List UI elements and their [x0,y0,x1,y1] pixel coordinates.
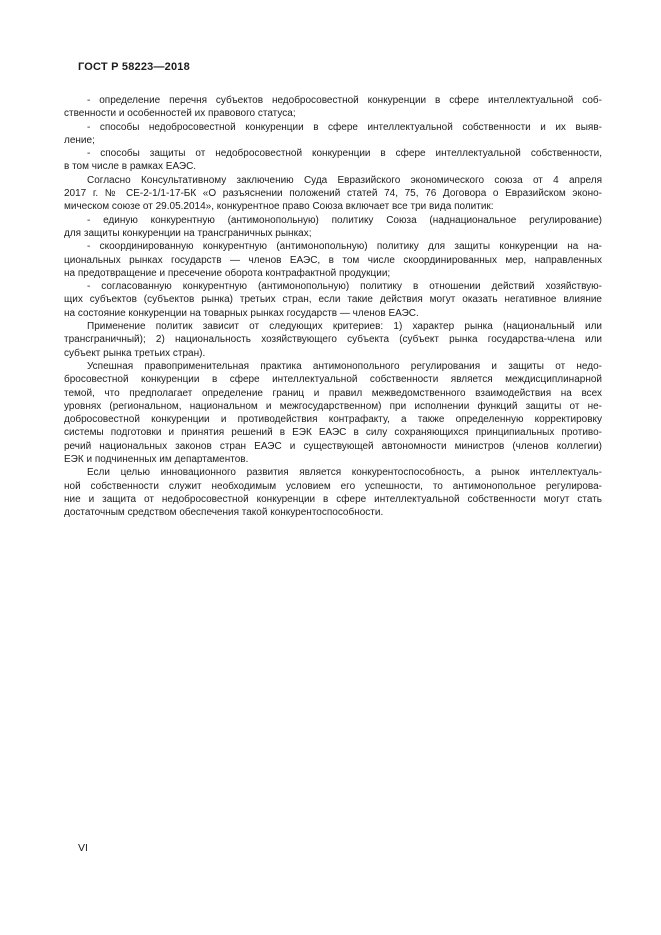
text-line: Согласно Консультативному заключению Суда Евразийского экономического союза от 4 апреля [87,174,602,186]
text-line: в том числе в рамках ЕАЭС. [64,161,197,173]
text-line: добросовестной конкуренции и противодействия контрафакту, а также определенную корректировку [64,414,602,426]
paragraph [64,94,602,121]
text-line: 2017 г. № СЕ-2-1/1-17-БК «О разъяснении положений статей 74, 75, 76 Договора о Евразийском эконо- [64,188,602,200]
text-line: Успешная правоприменительная практика антимонопольного регулирования и защиты от недо- [87,360,602,372]
text-line: ственности и особенностей их правового статуса; [64,108,296,120]
paragraph [64,280,602,320]
text-line: мическом союзе от 29.05.2014», конкурентное право Союза включает все три вида политик: [64,201,494,213]
text-line: трансграничный); 2) национальность хозяйствующего субъекта (субъект рынка государства-члена или [64,334,602,346]
text-line: на состояние конкуренции на товарных рынках государств — членов ЕАЭС. [64,307,419,319]
text-line: для защиты конкуренции на трансграничных рынках; [64,227,312,239]
doc-number-header: ГОСТ Р 58223—2018 [78,61,190,73]
document-body [64,94,602,520]
paragraph [64,147,602,174]
paragraph [64,466,602,519]
text-line: ной собственности служит необходимым условием его успешности, то антимонопольное регулирова- [64,480,602,492]
paragraph [64,174,602,214]
paragraph [64,121,602,148]
text-line: - согласованную конкурентную (антимонопольную) политику в отношении действий хозяйствую- [87,281,602,293]
text-line: - способы защиты от недобросовестной конкуренции в сфере интеллектуальной собственности, [87,148,602,160]
text-line: - скоординированную конкурентную (антимонопольную) политику для защиты конкуренции на на- [87,241,602,253]
text-line: речий национальных законов стран ЕАЭС и существующей автономности министров (членов коллегии) [64,440,602,452]
text-line: Если целью инновационного развития является конкурентоспособность, а рынок интеллектуаль- [87,467,602,479]
text-line: на предотвращение и пресечение оборота контрафактной продукции; [64,267,391,279]
text-line: достаточным средством обеспечения такой конкурентоспособности. [64,507,384,519]
text-line: бросовестной конкуренции в сфере интеллектуальной собственности является междисциплинарной [64,374,602,386]
paragraph [64,320,602,360]
text-line: ние и защита от недобросовестной конкуренции в сфере интеллектуальной собственности могут стать [64,493,602,505]
paragraph [64,360,602,466]
text-line: - определение перечня субъектов недобросовестной конкуренции в сфере интеллектуальной соб- [87,95,602,106]
paragraph [64,240,602,280]
text-line: - единую конкурентную (антимонопольную) политику Союза (наднациональное регулирование) [87,214,602,226]
text-line: темой, что предполагает определение границ и правил межведомственного взаимодействия на всех [64,387,602,399]
text-line: - способы недобросовестной конкуренции в сфере интеллектуальной собственности и их выяв- [87,121,602,133]
text-line: Применение политик зависит от следующих критериев: 1) характер рынка (национальный или [87,321,602,333]
text-line: ЕЭК и подчиненных им департаментов. [64,454,249,466]
paragraph [64,214,602,241]
text-line: ление; [64,134,95,146]
text-line: циональных рынках государств — членов ЕАЭС, в том числе скоординированных мер, направленных [64,254,602,266]
text-line: уровнях (региональном, национальном и межгосударственном) при исполнении функций защиты от не- [64,400,602,412]
text-line: щих субъектов (субъектов рынка) третьих стран, если такие действия могут оказать негативное влияние [64,294,602,306]
text-line: субъект рынка третьих стран). [64,347,206,359]
page-number: VI [78,842,88,854]
text-line: системы подготовки и принятия решений в ЕЭК ЕАЭС в силу сохраняющихся принципиальных противо- [64,427,602,439]
